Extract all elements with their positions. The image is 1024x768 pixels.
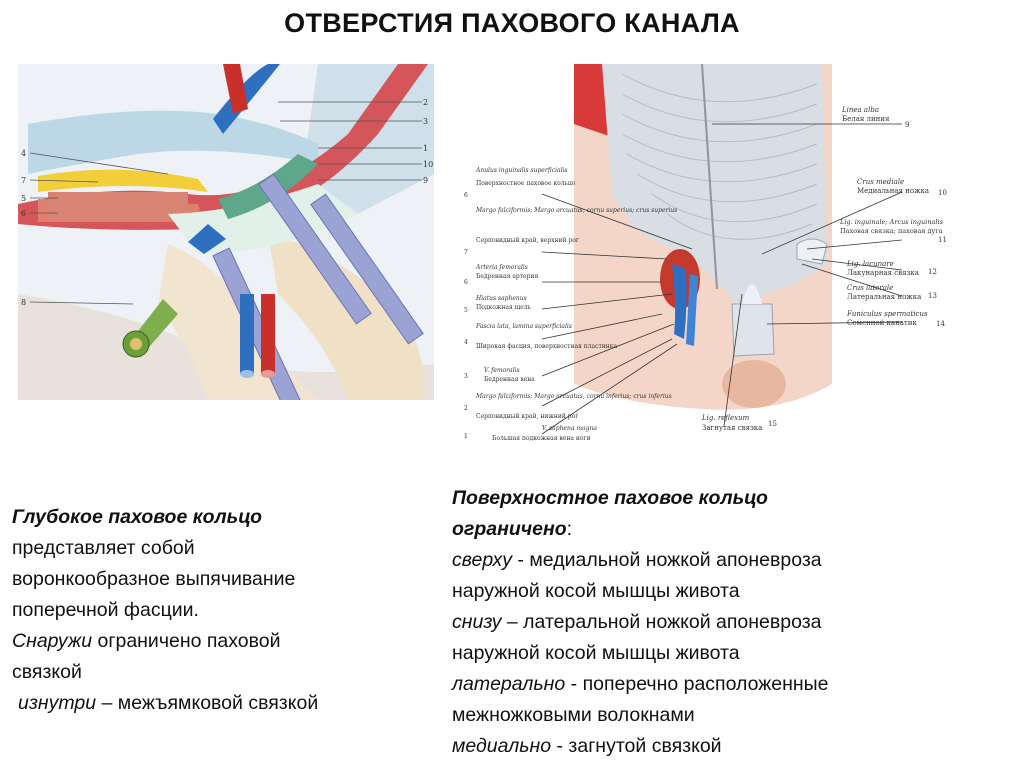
ref-6: 6 (21, 209, 27, 218)
ref-r4: 4 (464, 339, 468, 346)
label-vfemoralis-ru: Бедренная вена (484, 376, 535, 383)
label-linea-alba-lat: Linea alba (842, 106, 880, 114)
text-line: наружной косой мышцы живота (452, 580, 740, 602)
ref-3: 3 (423, 117, 429, 126)
page-title: ОТВЕРСТИЯ ПАХОВОГО КАНАЛА (284, 8, 740, 38)
ref-r6b: 6 (464, 279, 468, 286)
ref-r12: 12 (928, 268, 937, 276)
term-lateral: латерально (452, 673, 566, 695)
label-funiculus-lat: Funiculus spermaticus (847, 310, 928, 318)
label-crus-mediale-lat: Crus mediale (857, 178, 905, 186)
ref-r5: 5 (464, 307, 468, 314)
label-vfemoralis-lat: V. femoralis (484, 367, 520, 374)
ref-r7: 7 (464, 249, 468, 256)
ref-r10: 10 (938, 189, 947, 197)
label-arteria-lat: Arteria femoralis (476, 264, 528, 271)
ref-1: 1 (423, 144, 429, 153)
deep-ring-description (12, 502, 432, 719)
text-fragment: - поперечно расположенные (565, 673, 829, 695)
label-margo-inf-ru: Серповидный край, нижний рог (476, 413, 579, 420)
label-margo-sup-ru: Серповидный край, верхний рог (476, 237, 579, 244)
label-reflexum-lat: Lig. reflexum (702, 414, 750, 422)
term-above: сверху (452, 549, 513, 571)
label-crus-laterale-ru: Латеральная ножка (847, 293, 922, 301)
label-crus-mediale-ru: Медиальная ножка (857, 187, 930, 195)
text-line: связкой (12, 661, 82, 683)
ref-8: 8 (21, 298, 27, 307)
label-reflexum-ru: Загнутая связка (702, 424, 763, 432)
text-fragment: ограничено паховой (92, 630, 281, 652)
text-line (452, 669, 1012, 700)
label-inguinale-lat: Lig. inguinale; Arcus inguinalis (840, 218, 943, 226)
ref-2: 2 (423, 98, 429, 107)
text-line (12, 626, 432, 657)
label-lacunare-lat: Lig. lacunare (847, 260, 894, 268)
superficial-ring-heading: Поверхностное паховое кольцо (452, 487, 768, 509)
ref-r14: 14 (936, 320, 945, 328)
heading-bounded: ограничено (452, 518, 567, 540)
superficial-ring-illustration (462, 64, 972, 454)
text-fragment: - медиальной ножкой апоневроза (512, 549, 822, 571)
label-hiatus-ru: Подкожная щель (476, 304, 531, 311)
ref-7: 7 (21, 176, 27, 185)
label-arteria-ru: Бедренная артерия (476, 273, 539, 280)
ref-r13: 13 (928, 292, 937, 300)
text-line (452, 607, 1012, 638)
label-inguinale-ru: Паховая связка; паховая дуга (840, 227, 943, 235)
label-funiculus-ru: Семенной канатик (847, 319, 917, 327)
ref-5: 5 (21, 194, 27, 203)
label-anulus-lat: Anulus inguinalis superficialis (476, 167, 568, 174)
text-fragment: – межъямковой связкой (96, 692, 319, 714)
text-line (452, 545, 1012, 576)
ref-r15: 15 (768, 420, 777, 428)
label-margo-sup-lat: Margo falciformis; Margo arcuatus, cornu superius; crus superius (476, 207, 678, 214)
text-line (12, 688, 432, 719)
text-line: межножковыми волокнами (452, 704, 695, 726)
term-outside: Снаружи (12, 630, 93, 652)
label-fascia-lat: Fascia lata, lamina superficialis (476, 323, 572, 330)
text-line: поперечной фасции. (12, 599, 199, 621)
ref-4: 4 (21, 149, 27, 158)
ref-r2: 2 (464, 405, 468, 412)
ref-r6a: 6 (464, 192, 468, 199)
ref-9: 9 (423, 176, 429, 185)
label-anulus-ru: Поверхностное паховое кольцо (476, 180, 576, 187)
ref-r9: 9 (905, 121, 910, 129)
text-fragment: - загнутой связкой (551, 735, 722, 757)
text-fragment: – латеральной ножкой апоневроза (501, 611, 822, 633)
term-below: снизу (452, 611, 502, 633)
text-line: представляет собой (12, 537, 195, 559)
ref-r3: 3 (464, 373, 468, 380)
label-linea-alba-ru: Белая линия (842, 115, 890, 123)
label-saphena-lat: V. saphena magna (542, 425, 597, 432)
label-hiatus-lat: Hiatus saphenus (476, 295, 527, 302)
text-line: наружной косой мышцы живота (452, 642, 740, 664)
term-medial: медиально (452, 735, 552, 757)
label-margo-inf-lat: Margo falciformis; Margo arcuatus, cornu inferius; crus inferius (476, 393, 672, 400)
ref-r11: 11 (938, 236, 947, 244)
ref-r1: 1 (464, 433, 468, 440)
superficial-ring-description (452, 483, 1012, 762)
label-fascia-ru: Широкая фасция, поверхностная пластинка (476, 343, 618, 350)
text-line (452, 514, 1012, 545)
term-inside: изнутри (18, 692, 97, 714)
ref-10: 10 (423, 160, 434, 169)
text-line: воронкообразное выпячивание (12, 568, 296, 590)
text-fragment: : (566, 518, 573, 540)
deep-ring-heading: Глубокое паховое кольцо (12, 506, 262, 528)
text-line (452, 731, 1012, 762)
label-crus-laterale-lat: Crus laterale (847, 284, 894, 292)
deep-ring-illustration (18, 64, 434, 400)
label-saphena-ru: Большая подкожная вена ноги (492, 435, 591, 442)
label-lacunare-ru: Лакунарная связка (847, 269, 919, 277)
